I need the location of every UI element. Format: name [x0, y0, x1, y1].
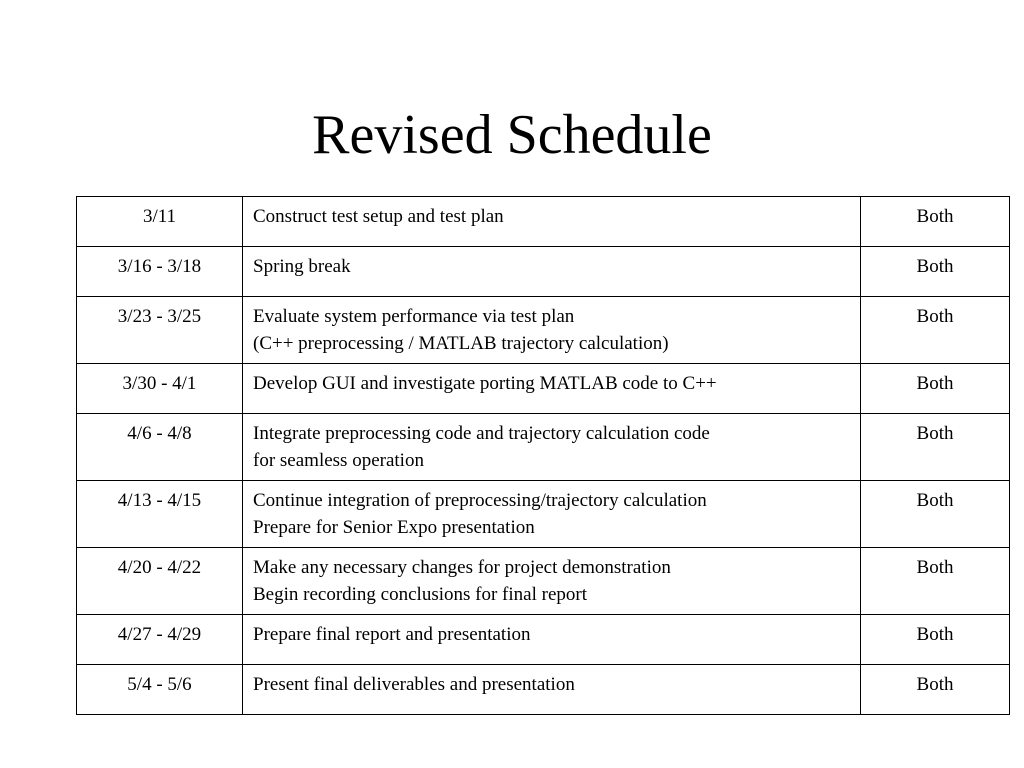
table-row	[77, 297, 1010, 364]
assignee-cell: Both	[861, 481, 1010, 548]
task-cell: Prepare final report and presentation	[243, 615, 861, 665]
date-cell: 4/6 - 4/8	[77, 414, 243, 481]
assignee-cell: Both	[861, 197, 1010, 247]
table-row	[77, 414, 1010, 481]
assignee-cell: Both	[861, 414, 1010, 481]
task-cell: Construct test setup and test plan	[243, 197, 861, 247]
date-cell: 4/20 - 4/22	[77, 548, 243, 615]
date-cell: 3/30 - 4/1	[77, 364, 243, 414]
task-cell: Make any necessary changes for project demonstration Begin recording conclusions for final report	[243, 548, 861, 615]
date-cell: 4/27 - 4/29	[77, 615, 243, 665]
page-title: Revised Schedule	[312, 104, 712, 166]
task-cell: Present final deliverables and presentation	[243, 665, 861, 715]
task-cell: Evaluate system performance via test plan (C++ preprocessing / MATLAB trajectory calculation)	[243, 297, 861, 364]
task-cell: Spring break	[243, 247, 861, 297]
table-row	[77, 615, 1010, 665]
date-cell: 3/16 - 3/18	[77, 247, 243, 297]
date-cell: 3/23 - 3/25	[77, 297, 243, 364]
table-row	[77, 364, 1010, 414]
assignee-cell: Both	[861, 247, 1010, 297]
task-cell: Continue integration of preprocessing/trajectory calculation Prepare for Senior Expo presentation	[243, 481, 861, 548]
schedule-table	[76, 196, 1010, 715]
assignee-cell: Both	[861, 665, 1010, 715]
table-row	[77, 197, 1010, 247]
table-row	[77, 481, 1010, 548]
date-cell: 3/11	[77, 197, 243, 247]
assignee-cell: Both	[861, 615, 1010, 665]
table-row	[77, 665, 1010, 715]
table-row	[77, 247, 1010, 297]
task-cell: Develop GUI and investigate porting MATLAB code to C++	[243, 364, 861, 414]
assignee-cell: Both	[861, 364, 1010, 414]
assignee-cell: Both	[861, 297, 1010, 364]
assignee-cell: Both	[861, 548, 1010, 615]
date-cell: 4/13 - 4/15	[77, 481, 243, 548]
date-cell: 5/4 - 5/6	[77, 665, 243, 715]
table-row	[77, 548, 1010, 615]
task-cell: Integrate preprocessing code and trajectory calculation code for seamless operation	[243, 414, 861, 481]
